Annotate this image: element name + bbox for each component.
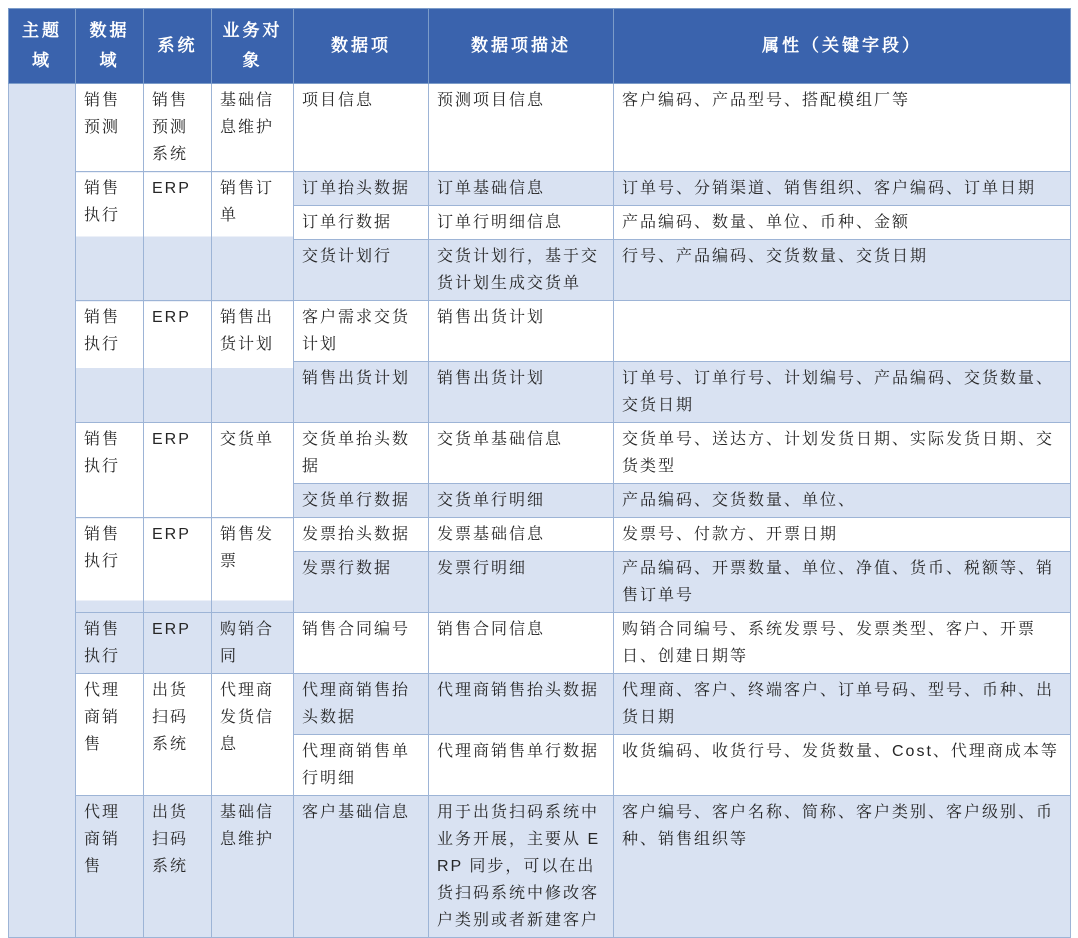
attributes-cell: 发票号、付款方、开票日期: [614, 518, 1071, 552]
business-object-cell: 销售出货计划: [212, 301, 294, 423]
table-body: [9, 84, 1071, 938]
attributes-cell: 产品编码、交货数量、单位、: [614, 484, 1071, 518]
data-domain-cell: 销售执行: [76, 518, 144, 613]
business-object-cell: 基础信息维护: [212, 796, 294, 938]
data-item-cell: 订单抬头数据: [294, 172, 429, 206]
attributes-cell: 客户编码、产品型号、搭配模组厂等: [614, 84, 1071, 172]
table-row: [9, 674, 1071, 735]
data-item-desc-cell: 代理商销售单行数据: [429, 735, 614, 796]
system-cell: ERP: [144, 423, 212, 518]
data-item-cell: 订单行数据: [294, 206, 429, 240]
data-item-desc-cell: 发票行明细: [429, 552, 614, 613]
attributes-cell: 代理商、客户、终端客户、订单号码、型号、币种、出货日期: [614, 674, 1071, 735]
header-cell-business-object: 业务对象: [212, 9, 294, 84]
attributes-cell: 订单号、订单行号、计划编号、产品编码、交货数量、交货日期: [614, 362, 1071, 423]
data-item-desc-cell: 预测项目信息: [429, 84, 614, 172]
system-cell: 出货扫码系统: [144, 674, 212, 796]
data-item-desc-cell: 交货单行明细: [429, 484, 614, 518]
data-item-cell: 交货单抬头数据: [294, 423, 429, 484]
data-item-cell: 交货单行数据: [294, 484, 429, 518]
attributes-cell: 客户编号、客户名称、简称、客户类别、客户级别、币种、销售组织等: [614, 796, 1071, 938]
header-cell-attributes: 属性（关键字段）: [614, 9, 1071, 84]
data-item-desc-cell: 销售出货计划: [429, 362, 614, 423]
data-item-desc-cell: 订单行明细信息: [429, 206, 614, 240]
business-object-cell: 销售订单: [212, 172, 294, 301]
data-item-cell: 客户需求交货计划: [294, 301, 429, 362]
attributes-cell: 收货编码、收货行号、发货数量、Cost、代理商成本等: [614, 735, 1071, 796]
table-row: [9, 423, 1071, 484]
data-item-desc-cell: 订单基础信息: [429, 172, 614, 206]
data-domain-cell: 销售执行: [76, 423, 144, 518]
table-row: [9, 518, 1071, 552]
data-item-cell: 客户基础信息: [294, 796, 429, 938]
attributes-cell: 产品编码、数量、单位、币种、金额: [614, 206, 1071, 240]
business-object-cell: 代理商发货信息: [212, 674, 294, 796]
data-domain-cell: 销售执行: [76, 301, 144, 423]
header-cell-data-item: 数据项: [294, 9, 429, 84]
data-item-cell: 发票抬头数据: [294, 518, 429, 552]
business-object-cell: 基础信息维护: [212, 84, 294, 172]
header-cell-system: 系统: [144, 9, 212, 84]
table-header: [9, 9, 1071, 84]
attributes-cell: 行号、产品编码、交货数量、交货日期: [614, 240, 1071, 301]
table-row: [9, 84, 1071, 172]
attributes-cell: 交货单号、送达方、计划发货日期、实际发货日期、交货类型: [614, 423, 1071, 484]
attributes-cell: 产品编码、开票数量、单位、净值、货币、税额等、销售订单号: [614, 552, 1071, 613]
system-cell: 销售预测系统: [144, 84, 212, 172]
data-domain-cell: 代理商销售: [76, 796, 144, 938]
system-cell: 出货扫码系统: [144, 796, 212, 938]
data-domain-cell: 销售预测: [76, 84, 144, 172]
table-row: [9, 613, 1071, 674]
data-item-cell: 代理商销售单行明细: [294, 735, 429, 796]
system-cell: ERP: [144, 301, 212, 423]
business-object-cell: 交货单: [212, 423, 294, 518]
data-item-desc-cell: 发票基础信息: [429, 518, 614, 552]
business-object-cell: 销售发票: [212, 518, 294, 613]
data-item-desc-cell: 代理商销售抬头数据: [429, 674, 614, 735]
table-row: [9, 172, 1071, 206]
header-cell-subject-domain: 主题域: [9, 9, 76, 84]
system-cell: ERP: [144, 518, 212, 613]
attributes-cell: [614, 301, 1071, 362]
data-item-desc-cell: 交货计划行，基于交货计划生成交货单: [429, 240, 614, 301]
data-domain-cell: 销售执行: [76, 613, 144, 674]
attributes-cell: 购销合同编号、系统发票号、发票类型、客户、开票日、创建日期等: [614, 613, 1071, 674]
table-row: [9, 796, 1071, 938]
data-item-cell: 代理商销售抬头数据: [294, 674, 429, 735]
data-item-cell: 项目信息: [294, 84, 429, 172]
system-cell: ERP: [144, 172, 212, 301]
data-domain-cell: 销售执行: [76, 172, 144, 301]
data-item-desc-cell: 销售合同信息: [429, 613, 614, 674]
data-item-cell: 发票行数据: [294, 552, 429, 613]
data-domain-cell: 代理商销售: [76, 674, 144, 796]
business-object-cell: 购销合同: [212, 613, 294, 674]
header-row: [9, 9, 1071, 84]
subject-domain-cell: [9, 84, 76, 938]
header-cell-data-domain: 数据域: [76, 9, 144, 84]
table-row: [9, 301, 1071, 362]
data-item-cell: 销售合同编号: [294, 613, 429, 674]
data-item-desc-cell: 交货单基础信息: [429, 423, 614, 484]
data-item-cell: 交货计划行: [294, 240, 429, 301]
attributes-cell: 订单号、分销渠道、销售组织、客户编码、订单日期: [614, 172, 1071, 206]
header-cell-data-item-desc: 数据项描述: [429, 9, 614, 84]
data-item-desc-cell: 销售出货计划: [429, 301, 614, 362]
data-item-desc-cell: 用于出货扫码系统中业务开展，主要从 ERP 同步，可以在出货扫码系统中修改客户类别或者新建客户: [429, 796, 614, 938]
system-cell: ERP: [144, 613, 212, 674]
data-dictionary-table: [8, 8, 1071, 938]
data-item-cell: 销售出货计划: [294, 362, 429, 423]
